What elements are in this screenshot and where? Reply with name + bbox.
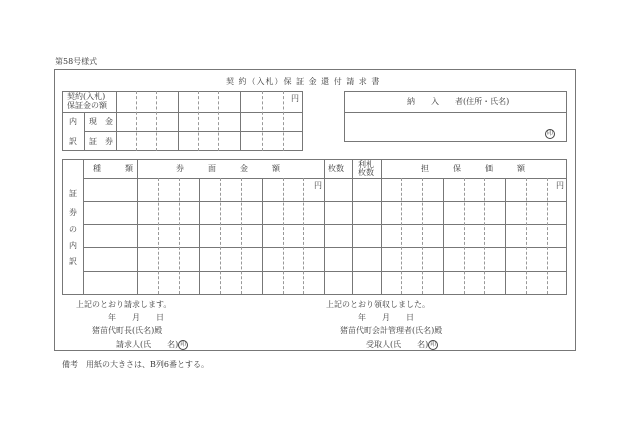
collateral-yen-unit: 円 bbox=[556, 181, 564, 190]
requester-name bbox=[116, 340, 188, 350]
side-char-3: の bbox=[69, 225, 77, 234]
face-value-yen-unit: 円 bbox=[314, 181, 322, 190]
header-count: 枚数 bbox=[328, 164, 344, 173]
cash-amount-input[interactable] bbox=[117, 113, 302, 130]
form-number: 第58号様式 bbox=[55, 57, 98, 66]
cash-label: 現 金 bbox=[89, 117, 113, 126]
securities-row-5[interactable] bbox=[84, 272, 566, 294]
receipt-date: 年 月 日 bbox=[358, 313, 414, 322]
securities-row-4[interactable] bbox=[84, 248, 566, 271]
receiver-label: 受取人(氏 名) bbox=[366, 340, 429, 349]
seal-icon: 印 bbox=[180, 341, 187, 348]
securities-row-3[interactable] bbox=[84, 225, 566, 247]
deposit-amount-label-line2: 保証金の額 bbox=[67, 101, 107, 110]
requester-label: 請求人(氏 名) bbox=[116, 340, 179, 349]
breakdown-label-char2: 訳 bbox=[69, 137, 77, 146]
side-char-1: 証 bbox=[69, 189, 77, 198]
request-statement: 上記のとおり請求します。 bbox=[76, 300, 172, 309]
securities-label: 証 券 bbox=[89, 137, 113, 146]
securities-table bbox=[62, 159, 567, 295]
seal-icon: 印 bbox=[430, 341, 437, 348]
yen-unit: 円 bbox=[291, 94, 299, 103]
header-collateral-value: 担 保 価 額 bbox=[421, 164, 525, 173]
side-char-5: 訳 bbox=[69, 257, 77, 266]
side-char-4: 内 bbox=[69, 241, 77, 250]
side-char-2: 券 bbox=[69, 208, 77, 217]
deposit-table bbox=[62, 91, 303, 151]
request-date: 年 月 日 bbox=[108, 313, 164, 322]
remarks: 備考 用紙の大きさは、B列6番とする。 bbox=[62, 360, 209, 369]
receipt-addressee: 猪苗代町会計管理者(氏名)殿 bbox=[340, 326, 443, 335]
securities-row-1[interactable] bbox=[84, 179, 566, 201]
header-coupon-count-line1: 利札 bbox=[358, 160, 374, 169]
deposit-amount-label-line1: 契約(入札) bbox=[67, 92, 106, 101]
securities-row-2[interactable] bbox=[84, 202, 566, 224]
seal-icon: 印 bbox=[546, 129, 553, 137]
form-title: 契 約（入札）保 証 金 還 付 請 求 書 bbox=[226, 77, 381, 86]
receipt-statement: 上記のとおり領収しました。 bbox=[326, 300, 430, 309]
securities-amount-input[interactable] bbox=[117, 132, 302, 150]
receiver-name bbox=[366, 340, 438, 350]
breakdown-label-char1: 内 bbox=[69, 117, 77, 126]
supplier-box bbox=[344, 91, 567, 142]
deposit-amount-input[interactable] bbox=[117, 92, 302, 111]
header-coupon-count-line2: 枚数 bbox=[358, 168, 374, 177]
request-addressee: 猪苗代町長(氏名)殿 bbox=[92, 326, 163, 335]
supplier-header: 納 入 者(住所・氏名) bbox=[407, 97, 510, 106]
header-face-value: 券 面 金 額 bbox=[176, 164, 280, 173]
seal-mark bbox=[545, 123, 555, 142]
supplier-input[interactable] bbox=[347, 114, 537, 140]
header-type: 種 類 bbox=[93, 164, 133, 173]
